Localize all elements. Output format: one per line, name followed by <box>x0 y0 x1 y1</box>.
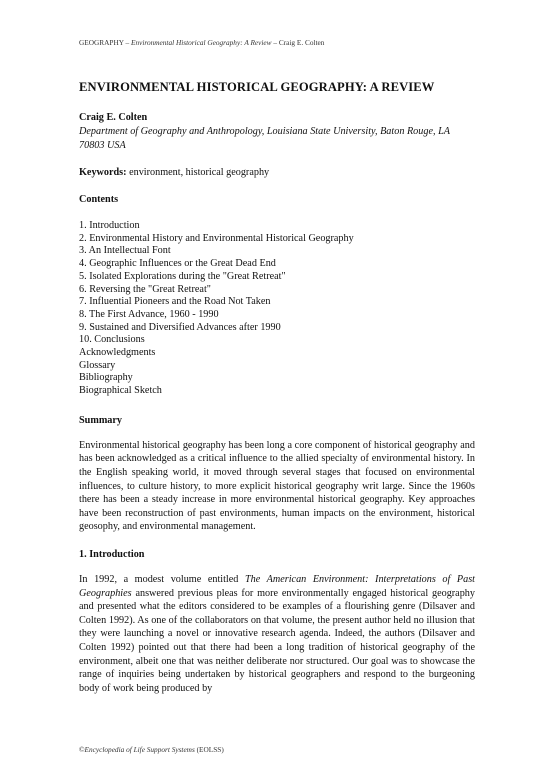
author-affiliation: Department of Geography and Anthropology, Louisiana State University, Baton Rouge, LA 70803 USA <box>79 126 450 151</box>
keywords-value: environment, historical geography <box>126 167 270 178</box>
toc-item[interactable]: Acknowledgments <box>79 347 156 359</box>
keywords-label: Keywords: <box>79 167 127 178</box>
toc-item[interactable]: 9. Sustained and Diversified Advances after 1990 <box>79 321 281 333</box>
page-footer <box>79 745 224 754</box>
contents-heading: Contents <box>79 194 119 205</box>
footer-copyright: © <box>79 745 85 754</box>
author-name: Craig E. Colten <box>79 112 148 123</box>
toc-item[interactable]: 8. The First Advance, 1960 - 1990 <box>79 308 219 320</box>
footer-title: Encyclopedia of Life Support Systems <box>84 745 195 754</box>
toc-item[interactable]: 7. Influential Pioneers and the Road Not Taken <box>79 296 271 308</box>
intro-text-before: In 1992, a modest volume entitled <box>79 574 245 585</box>
toc-item[interactable]: 4. Geographic Influences or the Great Dead End <box>79 258 276 270</box>
header-prefix: GEOGRAPHY – <box>79 38 132 47</box>
toc-item[interactable]: Glossary <box>79 359 116 371</box>
header-title: Environmental Historical Geography: A Review <box>131 38 272 47</box>
toc-item[interactable]: 2. Environmental History and Environmental Historical Geography <box>79 232 354 244</box>
introduction-paragraph <box>79 573 475 695</box>
main-content <box>79 79 475 695</box>
toc-item[interactable]: 5. Isolated Explorations during the "Great Retreat" <box>79 270 286 282</box>
introduction-heading: 1. Introduction <box>79 549 145 560</box>
toc-item[interactable]: Bibliography <box>79 372 133 384</box>
toc-item[interactable]: 10. Conclusions <box>79 334 145 346</box>
table-of-contents <box>79 220 475 398</box>
document-title: ENVIRONMENTAL HISTORICAL GEOGRAPHY: A REVIEW <box>79 80 435 94</box>
summary-heading: Summary <box>79 414 123 426</box>
intro-book-title: The American Environment: Interpretations of Past Geographies <box>79 574 475 599</box>
footer-suffix: (EOLSS) <box>194 745 224 754</box>
intro-text-after: answered previous pleas for more environmentally engaged historical geography and presented what the editors considered to be examples of a flourishing genre (Dilsaver and Colten 1992). As one of the collaborators on that volume, the present author held no illusion that they were launching a novel or innovative research agenda. Indeed, the authors (Dilsaver and Colten 1992) pointed out that there had been a long tradition of historical geography of the environment, albeit one that was neither deliberate nor structured. Our goal was to showcase the range of inquiries being undertaken by historical geographers and respond to the burgeoning body of work being produced by <box>79 587 475 694</box>
summary-paragraph: Environmental historical geography has been long a core component of historical geography and has been acknowledged as a critical influence to the allied specialty of environmental history. In the English speaking world, it moved through several stages that focused on environmental influences, to culture history, to more explicit historical geography writ large. Since the 1960s there has been a steady increase in more environmental historical geography. Key approaches have been reconstruction of past environments, human impacts on the environment, historical geosophy, and environmental management. <box>79 439 475 533</box>
toc-item[interactable]: 6. Reversing the "Great Retreat" <box>79 283 211 295</box>
toc-item[interactable]: Biographical Sketch <box>79 385 162 397</box>
header-suffix: – Craig E. Colten <box>271 38 325 47</box>
running-header <box>79 38 479 47</box>
toc-item[interactable]: 1. Introduction <box>79 220 140 231</box>
keywords-line <box>79 166 475 179</box>
toc-item[interactable]: 3. An Intellectual Font <box>79 245 171 257</box>
